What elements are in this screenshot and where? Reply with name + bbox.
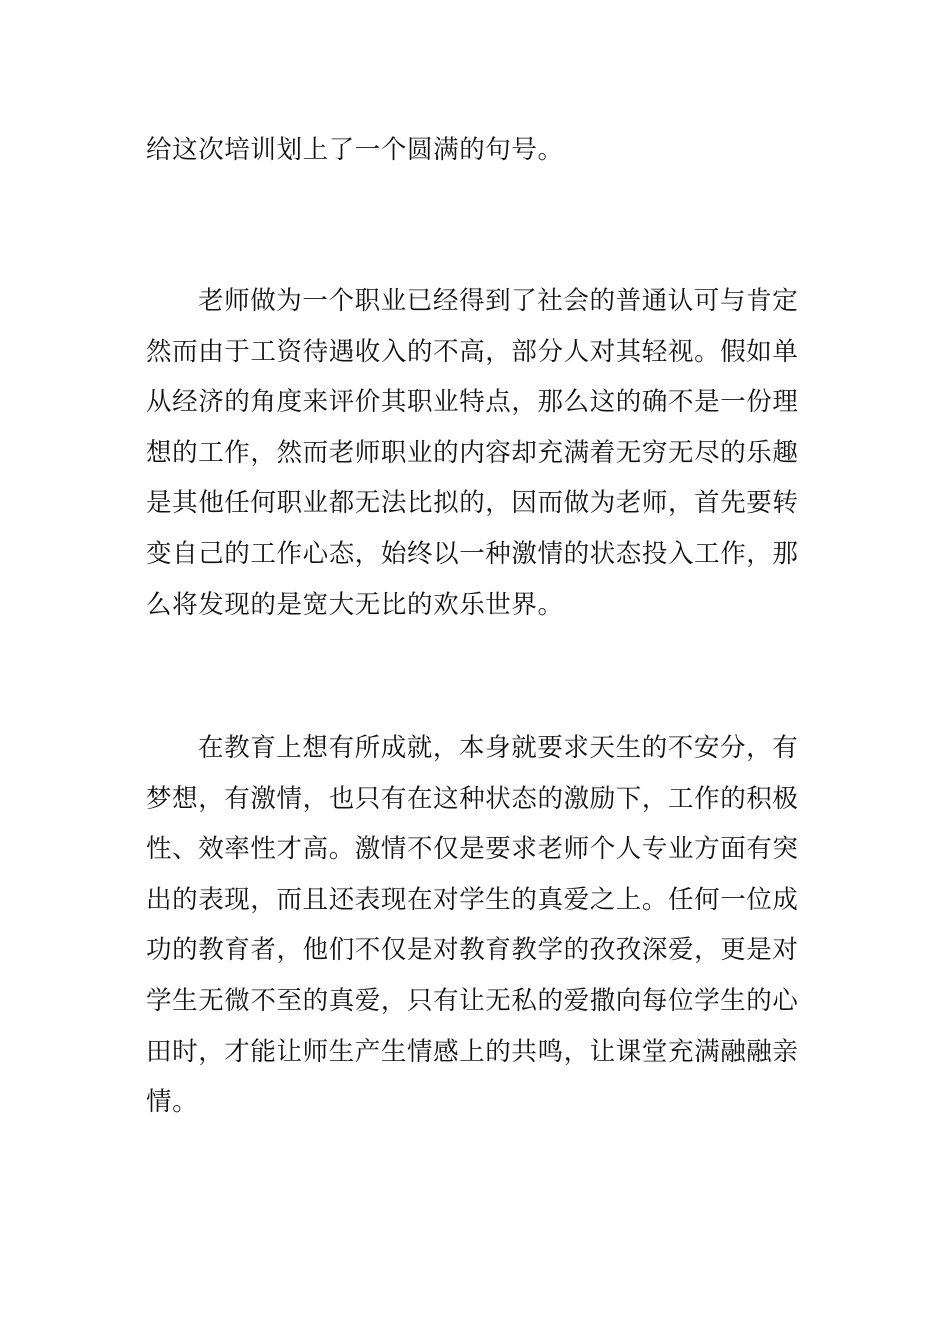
text-line: 功的教育者，他们不仅是对教育教学的孜孜深爱，更是对 bbox=[146, 935, 799, 966]
text-line: 老师做为一个职业已经得到了社会的普通认可与肯定 bbox=[198, 286, 799, 316]
text-line: 然而由于工资待遇收入的不高，部分人对其轻视。假如单 bbox=[146, 336, 799, 367]
text-line: 田时，才能让师生产生情感上的共鸣，让课堂充满融融亲 bbox=[146, 1036, 799, 1067]
text-line: 在教育上想有所成就，本身就要求天生的不安分，有 bbox=[198, 733, 799, 763]
paragraph-continuation bbox=[146, 125, 806, 176]
text-line: 是其他任何职业都无法比拟的，因而做为老师，首先要转 bbox=[146, 488, 799, 519]
text-line: 从经济的角度来评价其职业特点，那么这的确不是一份理 bbox=[146, 387, 799, 418]
text-line: 梦想，有激情，也只有在这种状态的激励下，工作的积极 bbox=[146, 783, 799, 814]
text-line: 么将发现的是宽大无比的欢乐世界。 bbox=[146, 589, 564, 620]
text-line: 给这次培训划上了一个圆满的句号。 bbox=[146, 135, 564, 165]
text-line: 想的工作，然而老师职业的内容却充满着无穷无尽的乐趣 bbox=[146, 437, 799, 468]
text-line: 变自己的工作心态，始终以一种激情的状态投入工作，那 bbox=[146, 538, 799, 569]
text-line: 性、效率性才高。激情不仅是要求老师个人专业方面有突 bbox=[146, 834, 799, 865]
text-line: 出的表现，而且还表现在对学生的真爱之上。任何一位成 bbox=[146, 884, 799, 915]
text-line: 学生无微不至的真爱，只有让无私的爱撒向每位学生的心 bbox=[146, 985, 799, 1016]
text-line: 情。 bbox=[146, 1087, 199, 1118]
paragraph-education-passion bbox=[146, 723, 806, 1128]
paragraph-teacher-profession bbox=[146, 276, 806, 630]
